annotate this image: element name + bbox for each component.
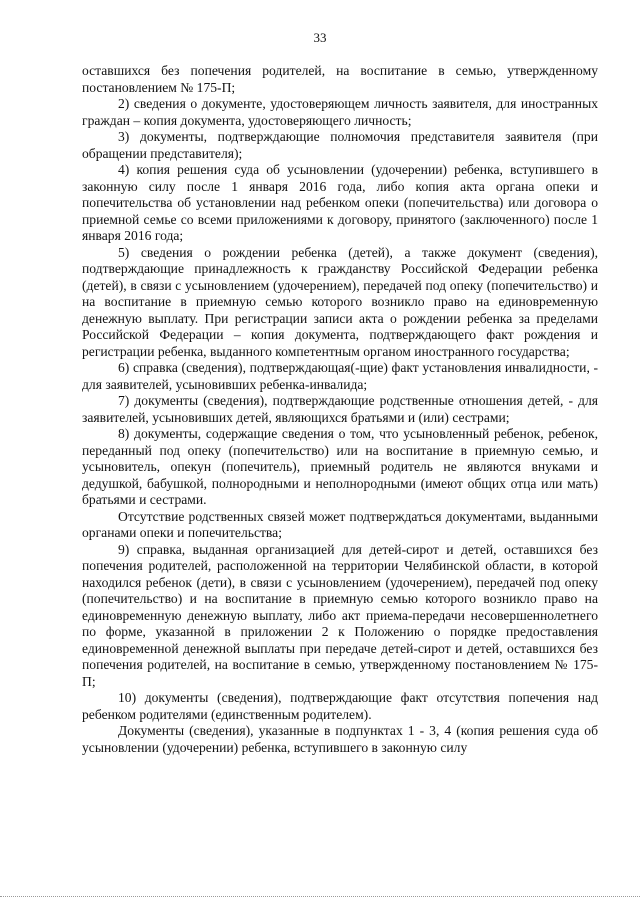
paragraph-item-10: 10) документы (сведения), подтверждающие факт отсутствия попечения над ребенком родителями (единственным родителем). — [82, 690, 598, 722]
paragraph-item-2: 2) сведения о документе, удостоверяющем личность заявителя, для иностранных граждан – копия документа, удостоверяющего личность; — [82, 96, 598, 128]
paragraph-kinship-note: Отсутствие родственных связей может подтверждаться документами, выданными органами опеки и попечительства; — [82, 508, 598, 540]
paragraph-item-9: 9) справка, выданная организацией для детей-сирот и детей, оставшихся без попечения родителей, расположенной на территории Челябинской области, в которой находился ребенок (дети), в связи с усыновлением (удочерением), передачей под опеку (попечительство) и на воспитание в приемную семью которого возникло право на единовременную денежную выплату, либо акт приема-передачи несовершеннолетнего по форме, указанной в приложении 2 к Положению о порядке предоставления единовременной денежной выплаты при передаче детей-сирот и детей, оставшихся без попечения родителей, на воспитание в семью, утвержденному постановлением № 175-П; — [82, 541, 598, 689]
paragraph-item-4: 4) копия решения суда об усыновлении (удочерении) ребенка, вступившего в законную силу после 1 января 2016 года, либо копия акта органа опеки и попечительства об установлении над ребенком опеки (попечительства) или договора о приемной семье со всеми приложениями к договору, принятого (заключенного) после 1 января 2016 года; — [82, 162, 598, 243]
paragraph-item-5: 5) сведения о рождении ребенка (детей), а также документ (сведения), подтверждающие принадлежность к гражданству Российской Федерации ребенка (детей), в связи с усыновлением (удочерением), передачей под опеку (попечительство) и на воспитание в приемную семью которого возникло право на единовременную денежную выплату. При регистрации записи акта о рождении ребенка за пределами Российской Федерации – копия документа, подтверждающего факт рождения и регистрации ребенка, выданного компетентным органом иностранного государства; — [82, 244, 598, 359]
document-body — [82, 63, 598, 756]
paragraph-item-7: 7) документы (сведения), подтверждающие родственные отношения детей, - для заявителей, усыновивших детей, являющихся братьями и (или) сестрами; — [82, 393, 598, 425]
paragraph-continuation: оставшихся без попечения родителей, на воспитание в семью, утвержденному постановлением № 175-П; — [82, 63, 598, 95]
paragraph-item-8: 8) документы, содержащие сведения о том, что усыновленный ребенок, ребенок, переданный под опеку (попечительство) или на воспитание в приемную семью, и усыновитель, опекун (попечитель), приемный родитель не являются внуками и дедушкой, бабушкой, полнородными и неполнородными (имеют общих отца или мать) братьями и сестрами. — [82, 426, 598, 507]
paragraph-item-6: 6) справка (сведения), подтверждающая(-щие) факт установления инвалидности, - для заявителей, усыновивших ребенка-инвалида; — [82, 360, 598, 392]
paragraph-documents-note: Документы (сведения), указанные в подпунктах 1 - 3, 4 (копия решения суда об усыновлении (удочерении) ребенка, вступившего в законную силу — [82, 723, 598, 755]
bottom-scan-edge — [0, 896, 640, 897]
page-number: 33 — [313, 30, 327, 45]
paragraph-item-3: 3) документы, подтверждающие полномочия представителя заявителя (при обращении представителя); — [82, 129, 598, 161]
